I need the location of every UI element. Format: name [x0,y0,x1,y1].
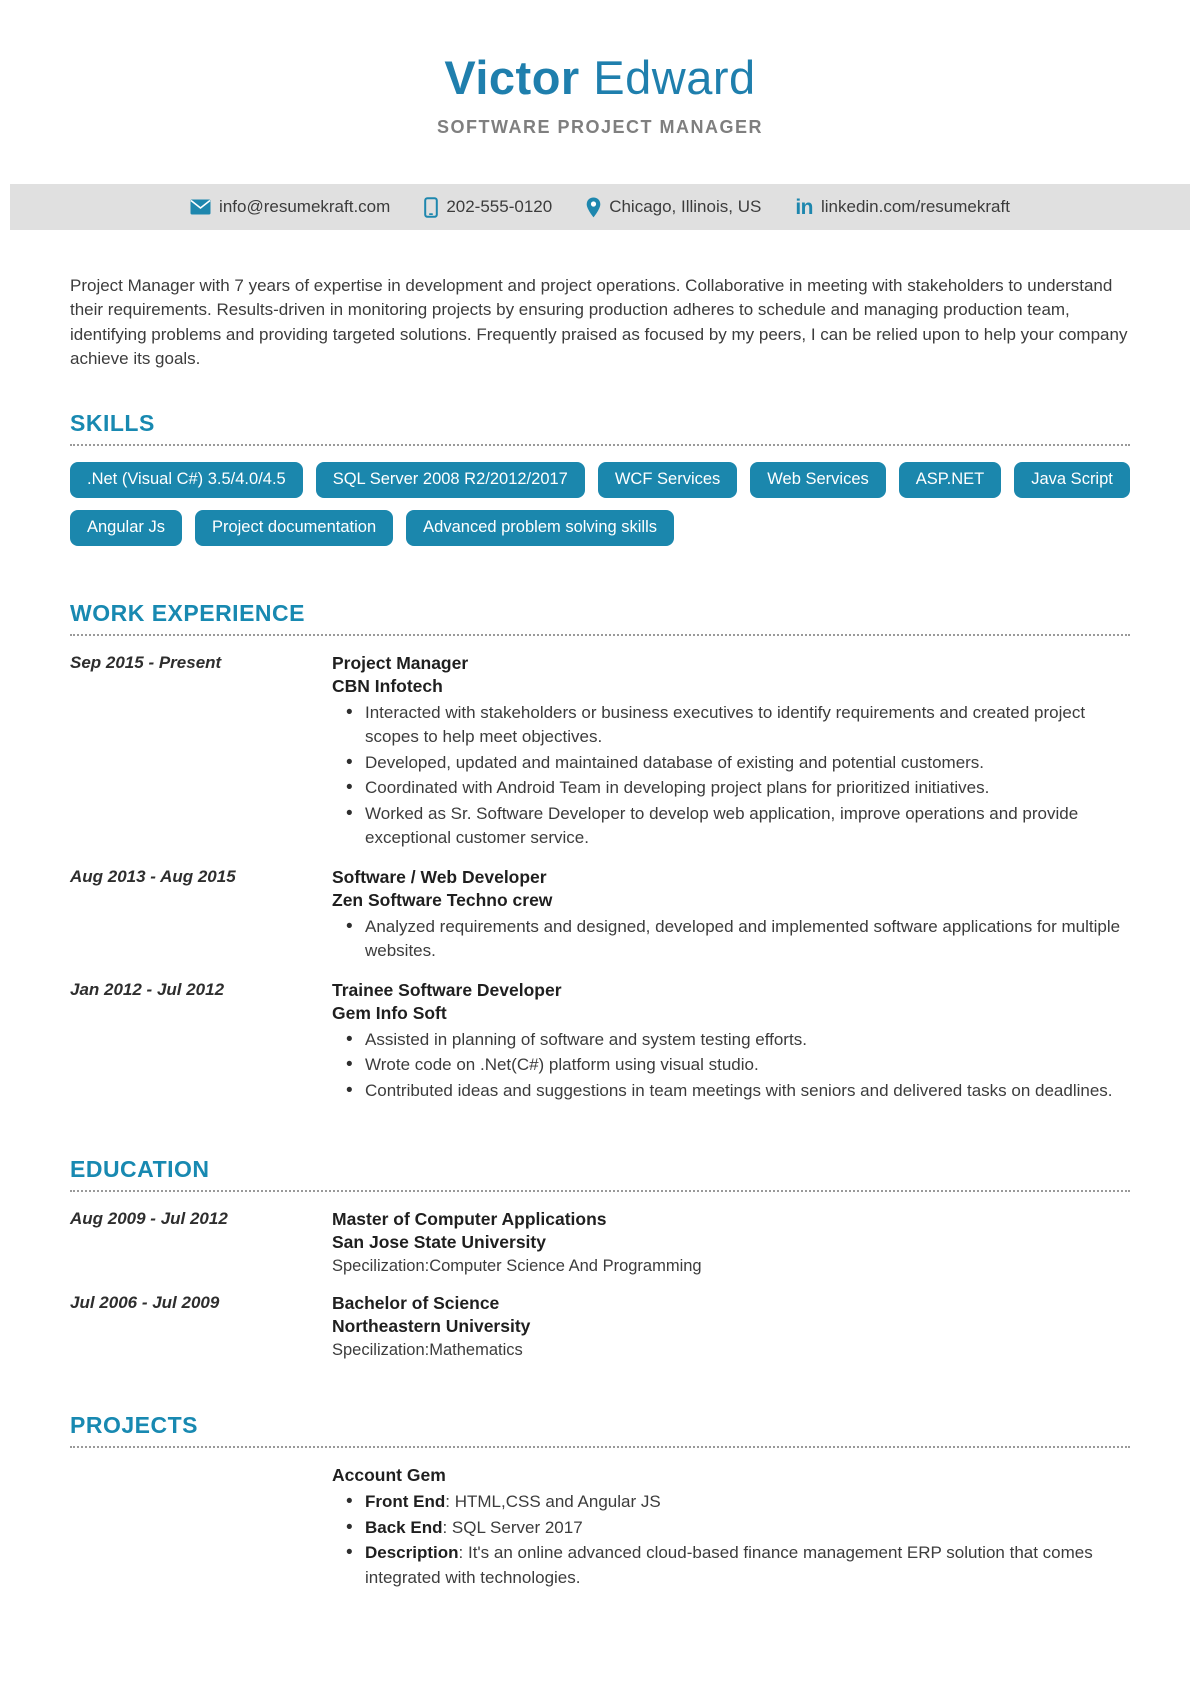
entry-body [332,1292,1130,1362]
entry-bullet-list [332,701,1130,851]
contact-location [586,197,761,218]
project-entries [70,1464,1130,1591]
entry-bullet: • Coordinated with Android Team in developing project plans for prioritized initiatives. [332,776,1130,801]
skill-pill: Project documentation [195,510,393,546]
entry-bullet: • Wrote code on .Net(C#) platform using visual studio. [332,1053,1130,1078]
education-section-title: EDUCATION [70,1156,210,1183]
entry-company: Zen Software Techno crew [332,889,553,910]
education-section [70,1156,1130,1362]
bullet-text: : SQL Server 2017 [442,1517,583,1537]
contact-email [190,197,390,217]
project-bullet-list [332,1490,1130,1590]
entry-specialization: Specilization:Computer Science And Programming [332,1257,702,1276]
entry-bullet-list [332,915,1130,964]
section-divider [70,1190,1130,1192]
projects-section-title: PROJECTS [70,1412,198,1439]
location-pin-icon [586,197,601,218]
bullet-text: : HTML,CSS and Angular JS [445,1492,661,1512]
project-name: Account Gem [332,1465,446,1486]
mobile-phone-icon [424,197,438,218]
entry-dates: Jul 2006 - Jul 2009 [70,1293,220,1313]
entry-bullet: • Worked as Sr. Software Developer to develop web application, improve operations and provide exceptional customer service. [332,802,1130,851]
job-title: SOFTWARE PROJECT MANAGER [436,116,763,137]
entry-bullet: • Developed, updated and maintained database of existing and potential customers. [332,751,1130,776]
entry-bullet: • Analyzed requirements and designed, developed and implemented software applications for multiple websites. [332,915,1130,964]
entry-body [332,1464,1130,1591]
entry-role: Project Manager [332,652,469,673]
skills-section [70,410,1130,546]
entry-dates: Aug 2009 - Jul 2012 [70,1209,228,1229]
contact-linkedin [795,197,1010,218]
first-name: Victor [444,51,580,104]
contact-linkedin-text: linkedin.com/resumekraft [820,197,1010,217]
skill-pill: Java Script [1014,462,1130,498]
entry-specialization: Specilization:Mathematics [332,1341,523,1360]
work-section-title: WORK EXPERIENCE [70,599,305,626]
entry-dates: Jan 2012 - Jul 2012 [70,979,225,999]
entry-dates-empty [70,1464,332,1591]
entry-degree: Bachelor of Science [332,1293,500,1314]
skill-pill: Angular Js [70,510,182,546]
bullet-label: Front End [365,1492,446,1512]
skills-pill-list [70,462,1130,546]
entry-school: Northeastern University [332,1316,531,1337]
entry-bullet-list [332,1028,1130,1104]
contact-location-text: Chicago, Illinois, US [609,197,762,217]
entry-role: Software / Web Developer [332,866,547,887]
projects-section [70,1412,1130,1591]
linkedin-icon: in [795,195,813,219]
skill-pill: .Net (Visual C#) 3.5/4.0/4.5 [70,462,303,498]
experience-entry [70,979,1130,1105]
candidate-name [0,52,1200,105]
project-bullet [332,1516,1130,1541]
section-divider [70,634,1130,636]
entry-body [332,979,1130,1105]
entry-body [332,1208,1130,1278]
bullet-label: Description [365,1543,459,1563]
entry-role: Trainee Software Developer [332,979,562,1000]
project-bullet [332,1541,1130,1590]
entry-company: CBN Infotech [332,675,443,696]
education-entry [70,1292,1130,1362]
contact-bar [10,184,1190,230]
skill-pill: SQL Server 2008 R2/2012/2017 [316,462,585,498]
last-name: Edward [593,51,756,104]
entry-dates: Aug 2013 - Aug 2015 [70,866,236,886]
entry-degree: Master of Computer Applications [332,1209,607,1230]
entry-body [332,652,1130,852]
skill-pill: WCF Services [598,462,737,498]
contact-phone [424,197,552,218]
resume-header [0,0,1200,138]
section-divider [70,444,1130,446]
skill-pill: Advanced problem solving skills [406,510,674,546]
skill-pill: ASP.NET [899,462,1001,498]
experience-entries [70,652,1130,1105]
entry-bullet: • Contributed ideas and suggestions in team meetings with seniors and delivered tasks on deadlines. [332,1079,1130,1104]
education-entries [70,1208,1130,1362]
project-entry [70,1464,1130,1591]
work-experience-section [70,600,1130,1105]
contact-email-text: info@resumekraft.com [219,197,391,217]
bullet-text: : It's an online advanced cloud-based finance management ERP solution that comes integrated with technologies. [365,1543,1093,1587]
project-bullet [332,1490,1130,1515]
section-divider [70,1446,1130,1448]
skill-pill: Web Services [750,462,885,498]
skills-section-title: SKILLS [70,409,155,436]
contact-phone-text: 202-555-0120 [446,197,553,217]
education-entry [70,1208,1130,1278]
entry-school: San Jose State University [332,1232,546,1253]
profile-summary: Project Manager with 7 years of expertise in development and project operations. Collaborative in meeting with stakeholders to understand their requirements. Results-driven in monitoring projects by ensuring production adheres to schedule and managing production team, identifying problems and providing targeted solutions. Frequently praised as focused by my peers, I can be relied upon to help your company achieve its goals. [70,275,1128,369]
entry-company: Gem Info Soft [332,1002,447,1023]
entry-bullet: • Interacted with stakeholders or business executives to identify requirements and created project scopes to help meet objectives. [332,701,1130,750]
experience-entry [70,866,1130,965]
envelope-icon [190,199,211,215]
entry-dates: Sep 2015 - Present [70,652,222,672]
entry-body [332,866,1130,965]
bullet-label: Back End [365,1517,443,1537]
experience-entry [70,652,1130,852]
entry-bullet: • Assisted in planning of software and system testing efforts. [332,1028,1130,1053]
